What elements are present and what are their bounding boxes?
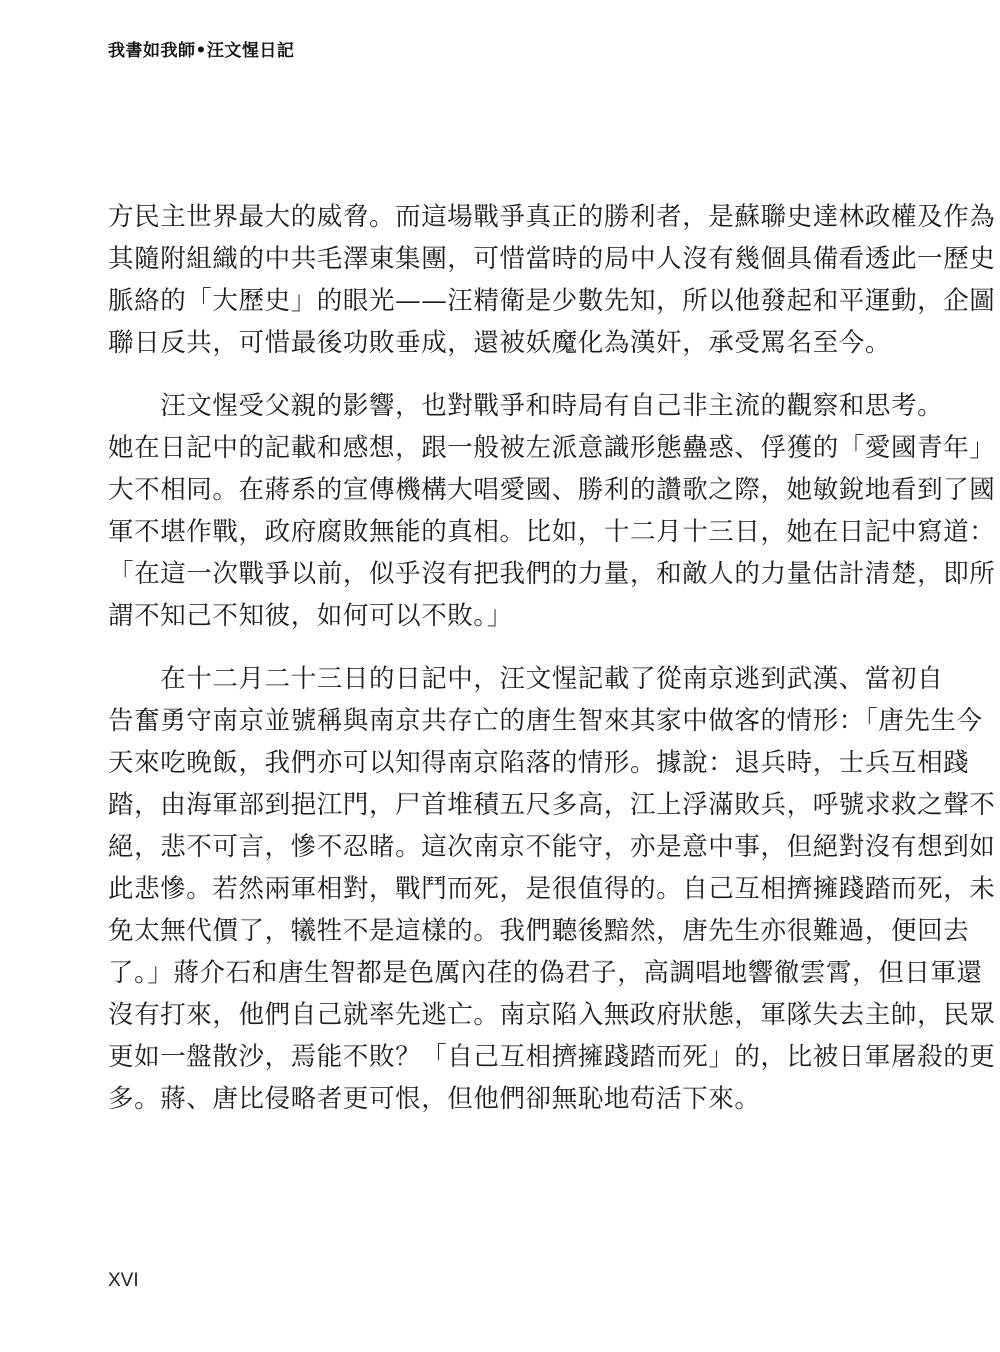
text-line: 謂不知己不知彼，如何可以不敗。」: [108, 601, 513, 631]
text-line: 方民主世界最大的威脅。而這場戰爭真正的勝利者，是蘇聯史達林政權及作為: [108, 202, 996, 232]
running-header-title: 我書如我師•汪文惺日記: [108, 41, 295, 61]
paragraph-2: [108, 385, 996, 637]
paragraph-1: [108, 196, 996, 364]
text-line: 軍不堪作戰，政府腐敗無能的真相。比如，十二月十三日，她在日記中寫道：: [108, 517, 996, 547]
text-line: 她在日記中的記載和感想，跟一般被左派意識形態蠱惑、俘獲的「愛國青年」: [108, 433, 996, 463]
text-line: 大不相同。在蔣系的宣傳機構大唱愛國、勝利的讚歌之際，她敏銳地看到了國: [108, 475, 996, 505]
text-line: 沒有打來，他們自己就率先逃亡。南京陷入無政府狀態，軍隊失去主帥，民眾: [108, 1000, 996, 1030]
text-line: 更如一盤散沙，焉能不敗？「自己互相擠擁踐踏而死」的，比被日軍屠殺的更: [108, 1042, 996, 1072]
text-line: 天來吃晚飯，我們亦可以知得南京陷落的情形。據說：退兵時，士兵互相踐: [108, 748, 970, 778]
text-line: 此悲慘。若然兩軍相對，戰鬥而死，是很值得的。自己互相擠擁踐踏而死，未: [108, 874, 996, 904]
text-line: 踏，由海軍部到挹江門，尸首堆積五尺多高，江上浮滿敗兵，呼號求救之聲不: [108, 790, 996, 820]
text-line: 告奮勇守南京並號稱與南京共存亡的唐生智來其家中做客的情形：「唐先生今: [108, 706, 983, 736]
text-line: 汪文惺受父親的影響，也對戰爭和時局有自己非主流的觀察和思考。: [108, 391, 944, 421]
text-line: 多。蔣、唐比侵略者更可恨，但他們卻無恥地苟活下來。: [108, 1084, 761, 1114]
text-line: 其隨附組織的中共毛澤東集團，可惜當時的局中人沒有幾個具備看透此一歷史: [108, 244, 996, 274]
paragraph-3: [108, 658, 996, 1120]
text-line: 聯日反共，可惜最後功敗垂成，還被妖魔化為漢奸，承受罵名至今。: [108, 328, 892, 358]
text-line: 絕，悲不可言，慘不忍睹。這次南京不能守，亦是意中事，但絕對沒有想到如: [108, 832, 996, 862]
body-text: [108, 196, 996, 1120]
text-line: 脈絡的「大歷史」的眼光——汪精衛是少數先知，所以他發起和平運動，企圖: [108, 286, 996, 316]
text-line: 了。」蔣介石和唐生智都是色厲內荏的偽君子，高調唱地響徹雲霄，但日軍還: [108, 958, 983, 988]
text-line: 在十二月二十三日的日記中，汪文惺記載了從南京逃到武漢、當初自: [108, 664, 944, 694]
text-line: 免太無代價了，犧牲不是這樣的。我們聽後黯然，唐先生亦很難過，便回去: [108, 916, 970, 946]
text-line: 「在這一次戰爭以前，似乎沒有把我們的力量，和敵人的力量估計清楚，即所: [108, 559, 996, 589]
page-number: XVI: [108, 1270, 139, 1291]
